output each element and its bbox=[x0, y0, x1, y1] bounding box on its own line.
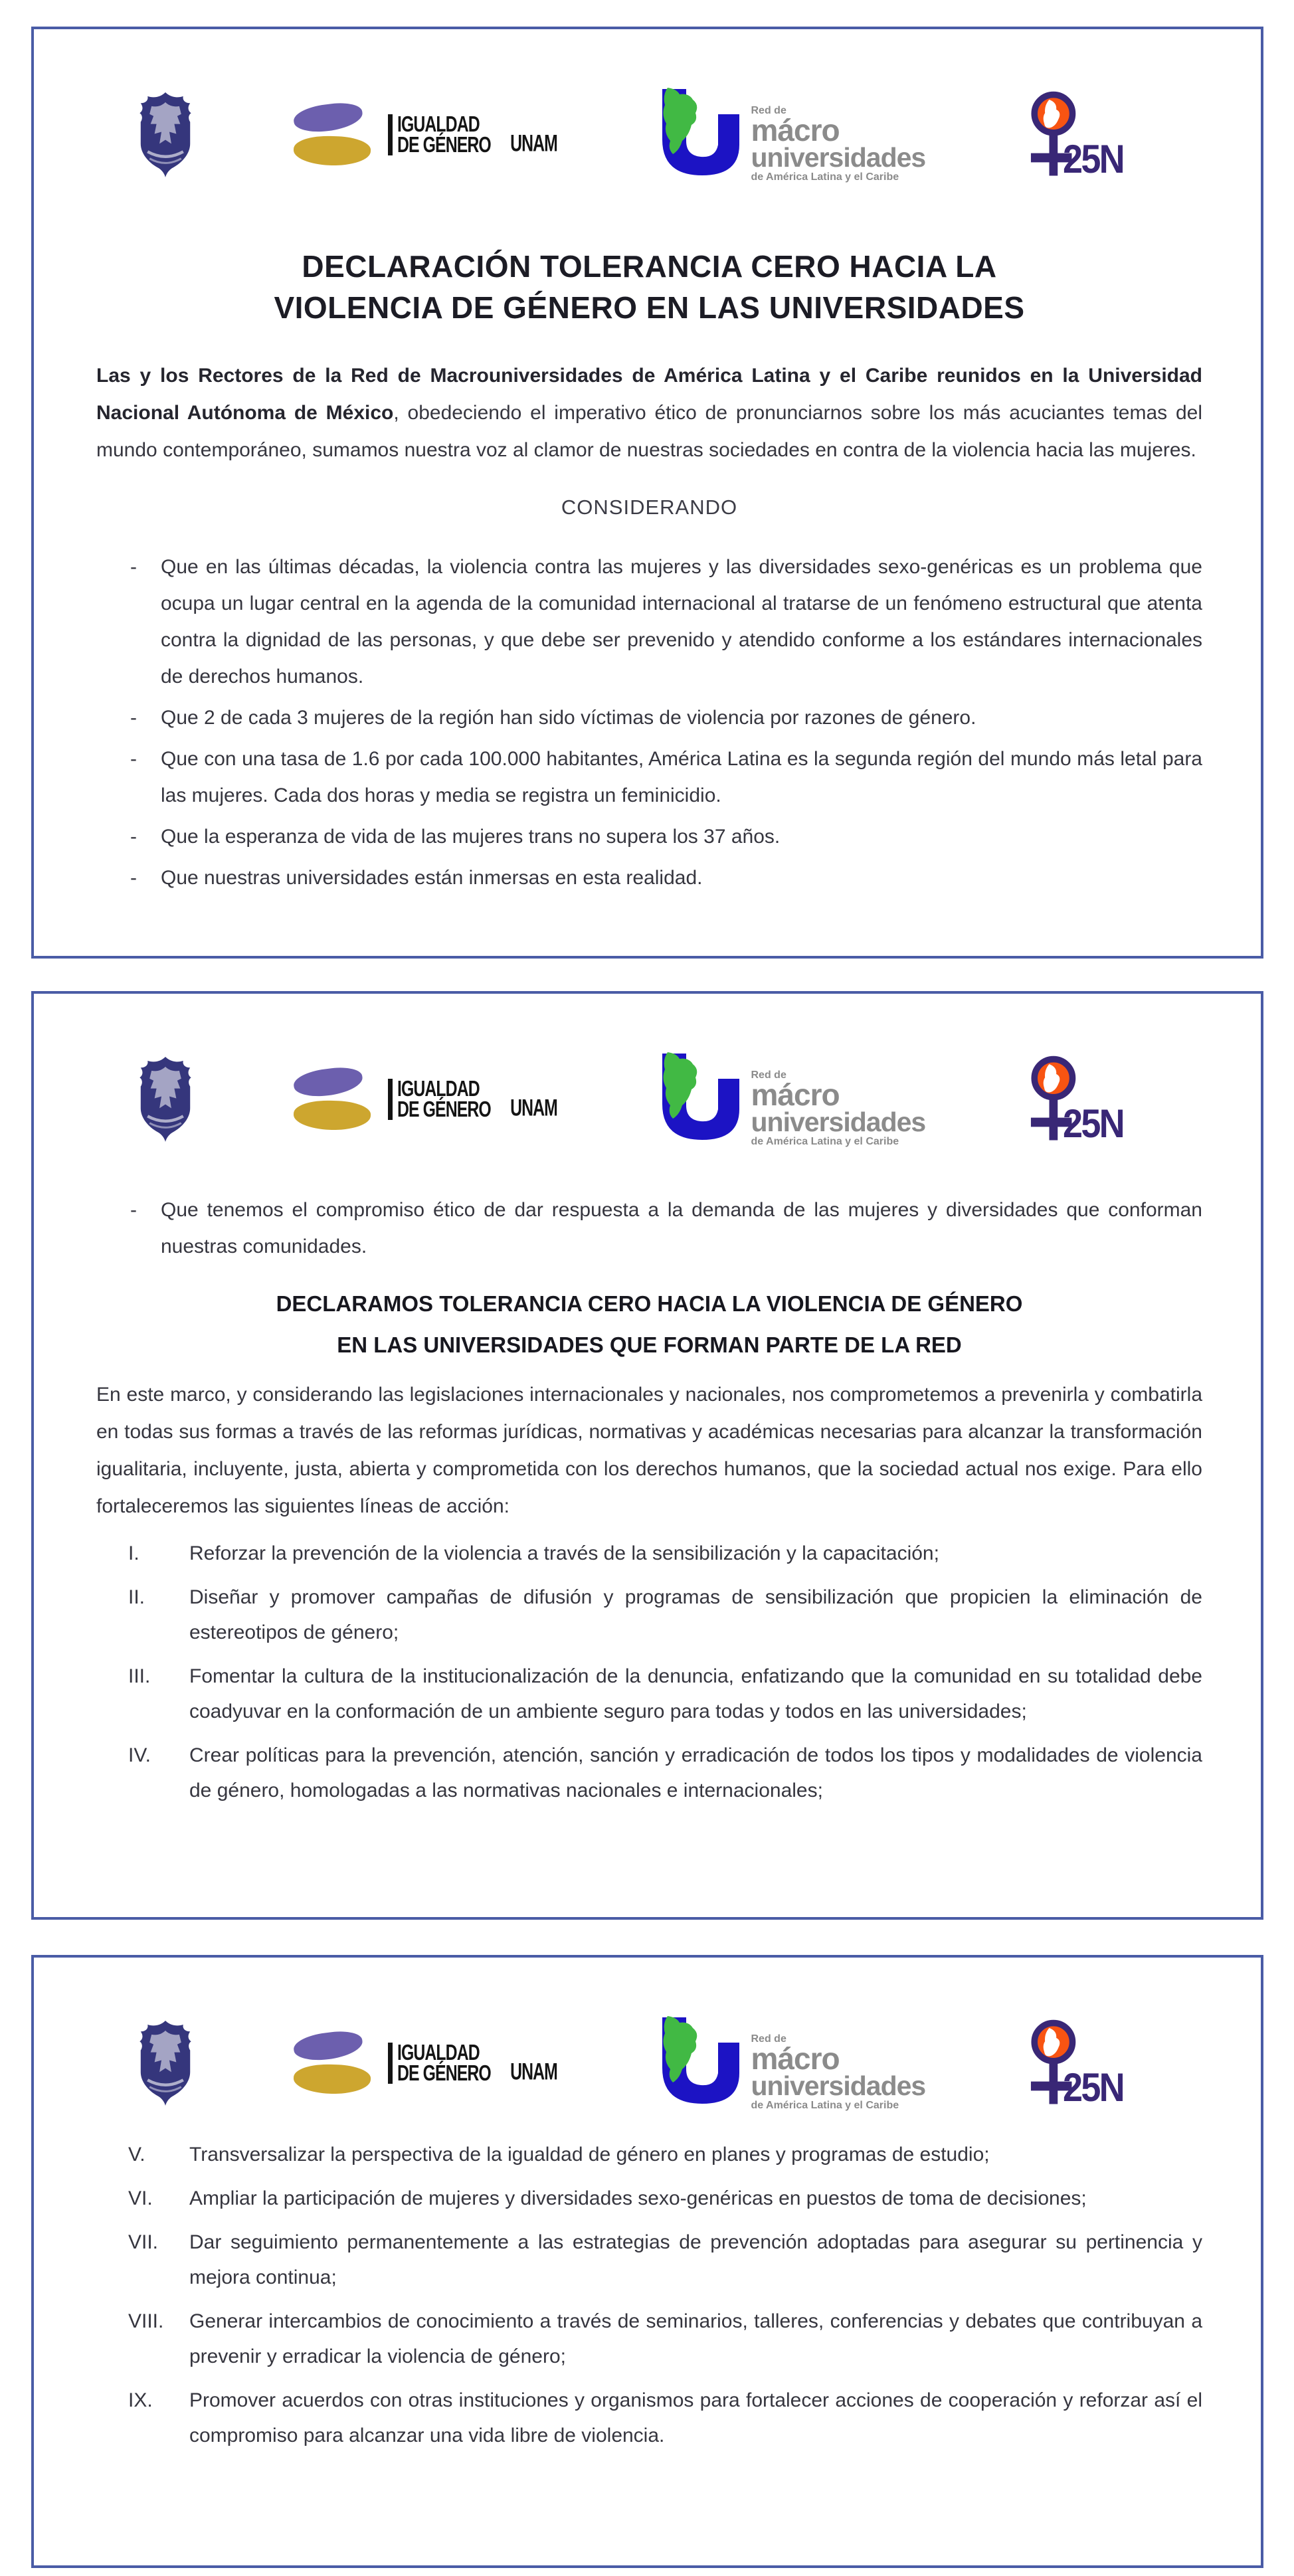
igualdad-line1: IGUALDAD bbox=[397, 1076, 480, 1101]
list-item: II. Diseñar y promover campañas de difusión y programas de sensibilización que propicien la eliminación de estereotipos de género; bbox=[128, 1580, 1202, 1650]
universidades-word: universidades bbox=[751, 142, 926, 173]
igualdad-line1: IGUALDAD bbox=[397, 2040, 480, 2065]
page-3-content bbox=[34, 2137, 1261, 2453]
logo-strip bbox=[34, 1958, 1261, 2126]
macro-word: mácro bbox=[751, 2041, 840, 2076]
declaration-heading bbox=[96, 1283, 1202, 1366]
considerando-bullet-list bbox=[96, 549, 1202, 896]
macro-wordmark bbox=[751, 2033, 926, 2112]
list-item: - Que tenemos el compromiso ético de dar respuesta a la demanda de las mujeres y diversidades que conforman nuestras comunidades. bbox=[130, 1192, 1202, 1265]
igualdad-de-genero-unam-logo bbox=[294, 1069, 559, 1130]
document-title bbox=[96, 246, 1202, 328]
list-item: - Que 2 de cada 3 mujeres de la región han sido víctimas de violencia por razones de género. bbox=[130, 699, 1202, 736]
roman-numeral: V. bbox=[128, 2144, 145, 2165]
list-item: VI. Ampliar la participación de mujeres y diversidades sexo-genéricas en puestos de toma de decisiones; bbox=[128, 2181, 1202, 2216]
igualdad-blobs bbox=[294, 2033, 371, 2094]
igualdad-line2: DE GÉNERO bbox=[397, 132, 491, 157]
list-item: VIII. Generar intercambios de conocimiento a través de seminarios, talleres, conferencias y debates que contribuyan a prevenir y erradicar la violencia de género; bbox=[128, 2304, 1202, 2374]
igualdad-unam-word: UNAM bbox=[509, 2058, 557, 2084]
list-item: - Que nuestras universidades están inmersas en esta realidad. bbox=[130, 860, 1202, 896]
declaration-heading-line-1: DECLARAMOS TOLERANCIA CERO HACIA LA VIOLENCIA DE GÉNERO bbox=[276, 1291, 1023, 1316]
macro-small-top: Red de bbox=[751, 105, 786, 116]
red-macrouniversidades-logo bbox=[656, 86, 926, 183]
macro-u-map-icon bbox=[656, 2015, 755, 2108]
list-item: IX. Promover acuerdos con otras instituciones y organismos para fortalecer acciones de cooperación y reforzar así el compromiso para alcanzar una vida libre de violencia. bbox=[128, 2383, 1202, 2453]
igualdad-line2: DE GÉNERO bbox=[397, 2061, 491, 2086]
igualdad-unam-word: UNAM bbox=[509, 1094, 557, 1121]
macro-small-bottom: de América Latina y el Caribe bbox=[751, 1136, 899, 1147]
list-item: I. Reforzar la prevención de la violencia a través de la sensibilización y la capacitación; bbox=[128, 1536, 1202, 1571]
igualdad-blobs bbox=[294, 1069, 371, 1130]
list-item: III. Fomentar la cultura de la institucionalización de la denuncia, enfatizando que la comunidad en su totalidad debe coadyuvar en la conformación de un ambiente seguro para todas y todos en las universidades; bbox=[128, 1659, 1202, 1729]
title-line-2: VIOLENCIA DE GÉNERO EN LAS UNIVERSIDADES bbox=[274, 290, 1025, 325]
dash-bullet-icon: - bbox=[130, 867, 137, 889]
list-item: VII. Dar seguimiento permanentemente a las estrategias de prevención adoptadas para asegurar su pertinencia y mejora continua; bbox=[128, 2225, 1202, 2295]
action-lines-list-2 bbox=[96, 2137, 1202, 2453]
dash-bullet-icon: - bbox=[130, 707, 137, 729]
document-page-2 bbox=[31, 991, 1263, 1920]
roman-numeral: II. bbox=[128, 1586, 145, 1608]
igualdad-de-genero-unam-logo bbox=[294, 2033, 559, 2094]
purple-blob-icon bbox=[292, 100, 364, 135]
unam-crest-logo bbox=[134, 90, 197, 179]
roman-numeral: III. bbox=[128, 1665, 151, 1687]
title-line-1: DECLARACIÓN TOLERANCIA CERO HACIA LA bbox=[302, 249, 997, 284]
macro-word: mácro bbox=[751, 1077, 840, 1112]
dash-bullet-icon: - bbox=[130, 556, 137, 578]
dash-bullet-icon: - bbox=[130, 748, 137, 770]
logo-strip bbox=[34, 29, 1261, 198]
macro-small-bottom: de América Latina y el Caribe bbox=[751, 171, 899, 183]
dash-bullet-icon: - bbox=[130, 1199, 137, 1221]
unam-crest-icon bbox=[134, 2019, 197, 2108]
intro-rest-text: , obedeciendo el imperativo ético de pronunciarnos sobre los más acuciantes temas del mundo contemporáneo, sumamos nuestra voz al clamor de nuestras sociedades en contra de la violencia hacia las mujeres. bbox=[96, 402, 1202, 461]
list-item: V. Transversalizar la perspectiva de la igualdad de género en planes y programas de estudio; bbox=[128, 2137, 1202, 2172]
25n-label: 25N bbox=[1062, 2065, 1123, 2110]
macro-wordmark bbox=[751, 105, 926, 183]
25n-logo bbox=[1022, 1053, 1148, 1146]
logo-strip bbox=[34, 994, 1261, 1162]
declaration-heading-line-2: EN LAS UNIVERSIDADES QUE FORMAN PARTE DE LA RED bbox=[337, 1333, 962, 1357]
roman-numeral: I. bbox=[128, 1542, 139, 1564]
roman-numeral: VIII. bbox=[128, 2310, 164, 2332]
igualdad-wordmark bbox=[388, 1076, 499, 1122]
list-item: - Que la esperanza de vida de las mujeres trans no supera los 37 años. bbox=[130, 818, 1202, 855]
unam-crest-logo bbox=[134, 1055, 197, 1144]
unam-crest-icon bbox=[134, 1055, 197, 1144]
universidades-word: universidades bbox=[751, 1107, 926, 1137]
25n-label: 25N bbox=[1062, 1101, 1123, 1146]
unam-crest-logo bbox=[134, 2019, 197, 2108]
roman-numeral: VII. bbox=[128, 2231, 159, 2253]
unam-crest-icon bbox=[134, 90, 197, 179]
dash-bullet-icon: - bbox=[130, 826, 137, 848]
macro-small-top: Red de bbox=[751, 2033, 786, 2045]
document-page-1 bbox=[31, 27, 1263, 959]
roman-numeral: VI. bbox=[128, 2187, 153, 2209]
igualdad-line2: DE GÉNERO bbox=[397, 1097, 491, 1122]
25n-label: 25N bbox=[1062, 137, 1123, 181]
macro-word: mácro bbox=[751, 113, 840, 147]
intro-paragraph bbox=[96, 357, 1202, 469]
igualdad-wordmark bbox=[388, 2040, 499, 2086]
list-item: - Que en las últimas décadas, la violencia contra las mujeres y las diversidades sexo-genéricas es un problema que ocupa un lugar central en la agenda de la comunidad internacional al tratarse de un fenómeno estructural que atenta contra la dignidad de las personas, y que debe ser prevenido y atendido conforme a los estándares internacionales de derechos humanos. bbox=[130, 549, 1202, 695]
action-lines-list-1 bbox=[96, 1536, 1202, 1808]
universidades-word: universidades bbox=[751, 2070, 926, 2101]
igualdad-de-genero-unam-logo bbox=[294, 104, 559, 165]
igualdad-unam-word: UNAM bbox=[509, 130, 557, 156]
macro-u-map-icon bbox=[656, 1051, 755, 1144]
roman-numeral: IV. bbox=[128, 1744, 151, 1766]
page-2-content bbox=[34, 1192, 1261, 1808]
commitment-paragraph: En este marco, y considerando las legislaciones internacionales y nacionales, nos comprometemos a prevenirla y combatirla en todas sus formas a través de las reformas jurídicas, normativas y académicas necesarias para alcanzar la transformación igualitaria, incluyente, justa, abierta y comprometida con los derechos humanos, que la sociedad actual nos exige. Para ello fortaleceremos las siguientes líneas de acción: bbox=[96, 1384, 1202, 1517]
25n-logo bbox=[1022, 2017, 1148, 2110]
purple-blob-icon bbox=[292, 1065, 364, 1099]
macro-wordmark bbox=[751, 1069, 926, 1148]
list-item: IV. Crear políticas para la prevención, atención, sanción y erradicación de todos los tipos y modalidades de violencia de género, homologadas a las normativas nacionales e internacionales; bbox=[128, 1738, 1202, 1808]
igualdad-line1: IGUALDAD bbox=[397, 112, 480, 137]
continuation-bullet-list bbox=[96, 1192, 1202, 1265]
intro-bold-text: Las y los Rectores de la Red de Macrouniversidades de América Latina y el Caribe reunidos en la Universidad Nacional Autónoma de México bbox=[96, 365, 1202, 424]
igualdad-wordmark bbox=[388, 114, 499, 155]
macro-small-top: Red de bbox=[751, 1069, 786, 1081]
yellow-blob-icon bbox=[293, 2063, 371, 2095]
macro-small-bottom: de América Latina y el Caribe bbox=[751, 2100, 899, 2111]
purple-blob-icon bbox=[292, 2029, 364, 2063]
page-1-content bbox=[34, 246, 1261, 896]
yellow-blob-icon bbox=[293, 135, 371, 167]
list-item: - Que con una tasa de 1.6 por cada 100.000 habitantes, América Latina es la segunda región del mundo más letal para las mujeres. Cada dos horas y media se registra un feminicidio. bbox=[130, 741, 1202, 814]
macro-u-map-icon bbox=[656, 86, 755, 179]
igualdad-blobs bbox=[294, 104, 371, 165]
25n-logo bbox=[1022, 88, 1148, 181]
document-page-3 bbox=[31, 1955, 1263, 2568]
considerando-heading: CONSIDERANDO bbox=[561, 496, 738, 519]
red-macrouniversidades-logo bbox=[656, 1051, 926, 1148]
red-macrouniversidades-logo bbox=[656, 2015, 926, 2112]
yellow-blob-icon bbox=[293, 1099, 371, 1131]
roman-numeral: IX. bbox=[128, 2389, 153, 2411]
